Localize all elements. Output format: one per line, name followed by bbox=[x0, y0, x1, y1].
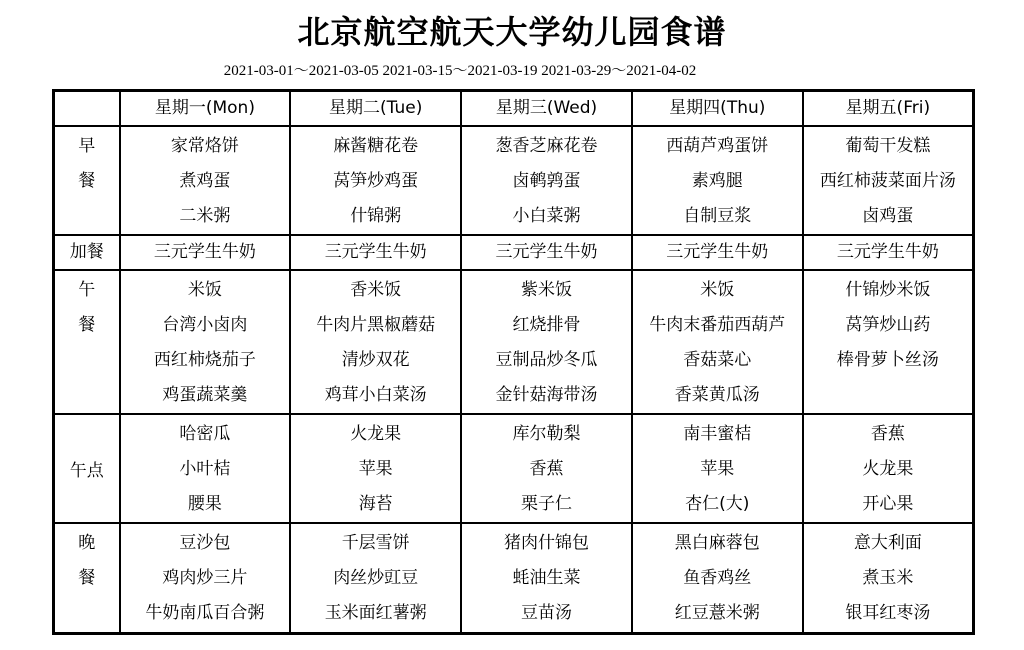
menu-item: 肉丝炒豇豆 bbox=[333, 568, 419, 588]
menu-item: 银耳红枣汤 bbox=[845, 603, 931, 623]
menu-item: 自制豆浆 bbox=[683, 206, 752, 226]
dinner-cell bbox=[632, 523, 803, 633]
menu-table bbox=[52, 89, 975, 635]
day-header: 星期四(Thu) bbox=[632, 91, 803, 127]
meal-label-line: 晚 bbox=[78, 533, 96, 553]
menu-item: 千层雪饼 bbox=[341, 533, 410, 553]
menu-item: 哈密瓜 bbox=[179, 424, 231, 444]
menu-item: 牛奶南瓜百合粥 bbox=[145, 603, 265, 623]
day-header: 星期二(Tue) bbox=[290, 91, 461, 127]
breakfast-cell bbox=[803, 126, 974, 235]
menu-item: 金针菇海带汤 bbox=[495, 385, 598, 405]
menu-item: 香米饭 bbox=[350, 280, 402, 300]
menu-item: 卤鹌鹑蛋 bbox=[512, 171, 581, 191]
dinner-cell bbox=[461, 523, 632, 633]
breakfast-row bbox=[54, 126, 974, 235]
menu-item: 黑白麻蓉包 bbox=[674, 533, 760, 553]
menu-item: 香蕉 bbox=[529, 459, 564, 479]
menu-item: 栗子仁 bbox=[520, 494, 572, 514]
menu-item: 海苔 bbox=[358, 494, 393, 514]
menu-item: 葱香芝麻花卷 bbox=[495, 136, 598, 156]
lunch-row bbox=[54, 270, 974, 414]
breakfast-cell bbox=[632, 126, 803, 235]
menu-item: 豆制品炒冬瓜 bbox=[495, 350, 598, 370]
afternoon-label: 午点 bbox=[54, 414, 120, 523]
afternoon-cell bbox=[803, 414, 974, 523]
menu-item: 苹果 bbox=[358, 459, 393, 479]
snack-cell: 三元学生牛奶 bbox=[803, 235, 974, 270]
menu-item: 库尔勒梨 bbox=[512, 424, 581, 444]
menu-item: 什锦粥 bbox=[350, 206, 402, 226]
menu-item: 卤鸡蛋 bbox=[862, 206, 914, 226]
meal-label-line: 餐 bbox=[78, 315, 96, 335]
breakfast-label bbox=[54, 126, 120, 235]
afternoon-cell bbox=[290, 414, 461, 523]
menu-item: 西葫芦鸡蛋饼 bbox=[666, 136, 769, 156]
menu-item: 煮鸡蛋 bbox=[179, 171, 231, 191]
menu-item: 豆苗汤 bbox=[520, 603, 572, 623]
dinner-cell bbox=[120, 523, 291, 633]
lunch-cell bbox=[803, 270, 974, 414]
menu-item: 麻酱糖花卷 bbox=[333, 136, 419, 156]
breakfast-cell bbox=[290, 126, 461, 235]
menu-item: 杏仁(大) bbox=[685, 494, 750, 514]
snack-row bbox=[54, 235, 974, 270]
menu-item: 西红柿菠菜面片汤 bbox=[819, 171, 956, 191]
menu-item: 香菜黄瓜汤 bbox=[674, 385, 760, 405]
menu-item: 米饭 bbox=[700, 280, 735, 300]
menu-item: 腰果 bbox=[187, 494, 222, 514]
menu-item: 开心果 bbox=[862, 494, 914, 514]
snack-cell: 三元学生牛奶 bbox=[632, 235, 803, 270]
menu-item: 香蕉 bbox=[870, 424, 905, 444]
menu-item: 什锦炒米饭 bbox=[845, 280, 931, 300]
dinner-row bbox=[54, 523, 974, 633]
dinner-cell bbox=[803, 523, 974, 633]
afternoon-cell bbox=[461, 414, 632, 523]
lunch-cell bbox=[461, 270, 632, 414]
lunch-cell bbox=[120, 270, 291, 414]
snack-cell: 三元学生牛奶 bbox=[120, 235, 291, 270]
breakfast-cell bbox=[461, 126, 632, 235]
lunch-label bbox=[54, 270, 120, 414]
menu-item: 玉米面红薯粥 bbox=[324, 603, 427, 623]
menu-item: 台湾小卤肉 bbox=[162, 315, 248, 335]
menu-item: 鸡茸小白菜汤 bbox=[324, 385, 427, 405]
menu-item: 香菇菜心 bbox=[683, 350, 752, 370]
date-ranges: 2021-03-01～2021-03-05 2021-03-15～2021-03-19 2021-03-29～2021-04-02 bbox=[223, 63, 697, 79]
lunch-cell bbox=[290, 270, 461, 414]
menu-item: 南丰蜜桔 bbox=[683, 424, 752, 444]
menu-item: 莴笋炒鸡蛋 bbox=[333, 171, 419, 191]
day-header: 星期一(Mon) bbox=[120, 91, 291, 127]
day-header: 星期三(Wed) bbox=[461, 91, 632, 127]
menu-item: 鸡蛋蔬菜羹 bbox=[162, 385, 248, 405]
menu-item: 红豆薏米粥 bbox=[674, 603, 760, 623]
afternoon-cell bbox=[120, 414, 291, 523]
menu-item: 葡萄干发糕 bbox=[845, 136, 931, 156]
menu-item: 红烧排骨 bbox=[512, 315, 581, 335]
menu-item: 牛肉片黑椒蘑菇 bbox=[316, 315, 436, 335]
menu-item: 紫米饭 bbox=[520, 280, 572, 300]
breakfast-cell bbox=[120, 126, 291, 235]
menu-item: 猪肉什锦包 bbox=[503, 533, 589, 553]
menu-item: 火龙果 bbox=[862, 459, 914, 479]
menu-item: 鱼香鸡丝 bbox=[683, 568, 752, 588]
menu-item: 家常烙饼 bbox=[170, 136, 239, 156]
menu-item bbox=[804, 378, 972, 413]
corner-cell bbox=[54, 91, 120, 127]
menu-item: 苹果 bbox=[700, 459, 735, 479]
snack-cell: 三元学生牛奶 bbox=[290, 235, 461, 270]
meal-label-line: 餐 bbox=[78, 171, 96, 191]
snack-label: 加餐 bbox=[54, 235, 120, 270]
menu-item: 火龙果 bbox=[350, 424, 402, 444]
header-row bbox=[54, 91, 974, 127]
menu-item: 二米粥 bbox=[179, 206, 231, 226]
menu-item: 棒骨萝卜丝汤 bbox=[836, 350, 939, 370]
meal-label-line: 午 bbox=[78, 280, 96, 300]
menu-item: 小白菜粥 bbox=[512, 206, 581, 226]
menu-item: 米饭 bbox=[187, 280, 222, 300]
menu-item: 素鸡腿 bbox=[691, 171, 743, 191]
dinner-label bbox=[54, 523, 120, 633]
day-header: 星期五(Fri) bbox=[803, 91, 974, 127]
menu-item: 清炒双花 bbox=[341, 350, 410, 370]
menu-item: 鸡肉炒三片 bbox=[162, 568, 248, 588]
snack-cell: 三元学生牛奶 bbox=[461, 235, 632, 270]
afternoon-row bbox=[54, 414, 974, 523]
menu-item: 莴笋炒山药 bbox=[845, 315, 931, 335]
meal-label-line: 餐 bbox=[78, 568, 96, 588]
page-title: 北京航空航天大学幼儿园食谱 bbox=[297, 13, 727, 51]
dinner-cell bbox=[290, 523, 461, 633]
menu-item: 煮玉米 bbox=[862, 568, 914, 588]
menu-item: 意大利面 bbox=[853, 533, 922, 553]
afternoon-cell bbox=[632, 414, 803, 523]
menu-item: 小叶桔 bbox=[179, 459, 231, 479]
menu-item: 蚝油生菜 bbox=[512, 568, 581, 588]
lunch-cell bbox=[632, 270, 803, 414]
menu-item: 豆沙包 bbox=[179, 533, 231, 553]
meal-label-line: 早 bbox=[78, 136, 96, 156]
menu-item: 牛肉末番茄西葫芦 bbox=[649, 315, 786, 335]
menu-item: 西红柿烧茄子 bbox=[153, 350, 256, 370]
